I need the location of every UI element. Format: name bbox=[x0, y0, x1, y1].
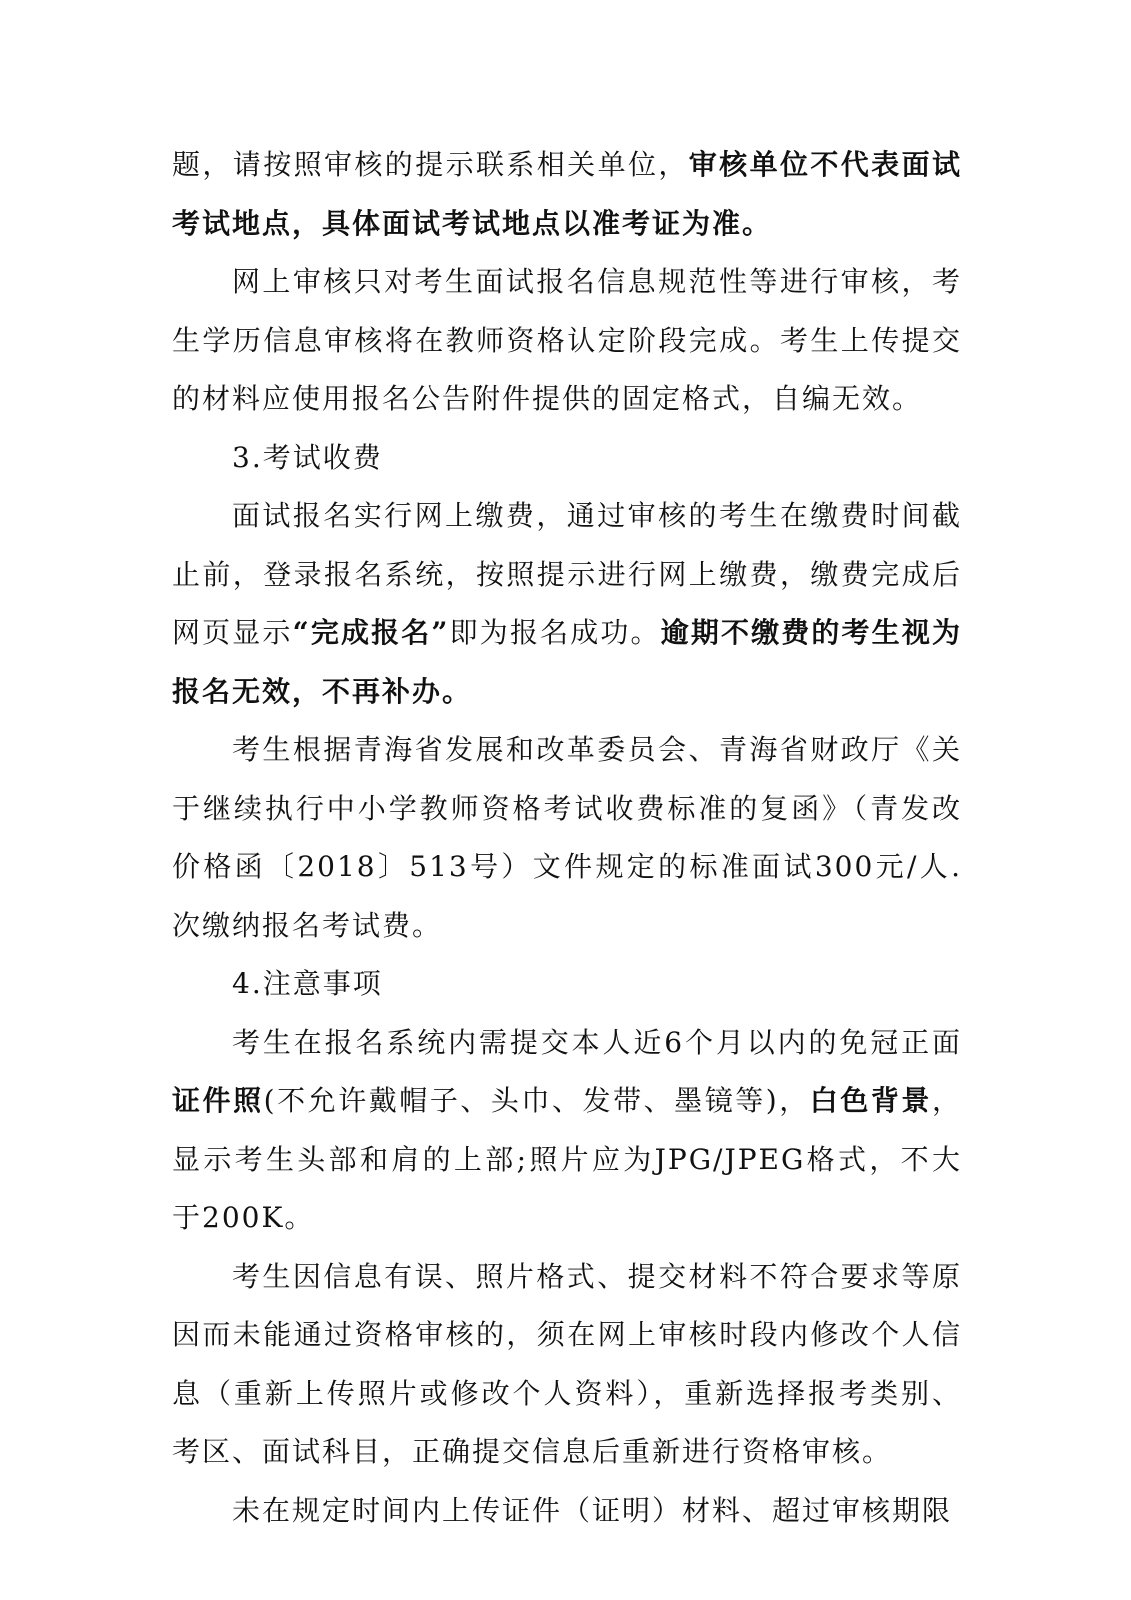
text-run: 网上审核只对考生面试报名信息规范性等进行审核，考生学历信息审核将在教师资格认定阶段完成。考生上传提交的材料应使用报名公告附件提供的固定格式，自编无效。 bbox=[172, 265, 962, 415]
section-heading-exam-fee bbox=[172, 429, 962, 488]
document-body bbox=[172, 136, 962, 1540]
text-run-bold: 逾期不缴费的考生视为报名无效，不再补办。 bbox=[172, 616, 962, 708]
text-run: 即为报名成功。 bbox=[449, 616, 661, 649]
text-run: 考生根据青海省发展和改革委员会、青海省财政厅《关于继续执行中小学教师资格考试收费标准的复函》（青发改价格函〔2018〕513号）文件规定的标准面试300元/人.次缴纳报名考试费。 bbox=[172, 733, 962, 942]
section-heading-notes bbox=[172, 955, 962, 1014]
paragraph-fee-standard bbox=[172, 721, 962, 955]
text-run: (不允许戴帽子、头巾、发带、墨镜等)， bbox=[263, 1084, 810, 1117]
paragraph-photo-requirements bbox=[172, 1014, 962, 1248]
text-run: 4.注意事项 bbox=[232, 967, 383, 1000]
text-run: 考生因信息有误、照片格式、提交材料不符合要求等原因而未能通过资格审核的，须在网上审核时段内修改个人信息（重新上传照片或修改个人资料），重新选择报考类别、考区、面试科目，正确提交信息后重新进行资格审核。 bbox=[172, 1259, 962, 1468]
paragraph-deadline-materials bbox=[172, 1482, 962, 1541]
paragraph-resubmit-review bbox=[172, 1248, 962, 1482]
text-run-bold: 审核单位不代表面试考试地点，具体面试考试地点以准考证为准。 bbox=[172, 148, 962, 240]
text-run: 3.考试收费 bbox=[232, 440, 383, 474]
paragraph-online-review bbox=[172, 253, 962, 429]
text-run-bold: 证件照 bbox=[172, 1084, 264, 1117]
text-run-bold: “完成报名” bbox=[292, 616, 450, 649]
paragraph-online-payment bbox=[172, 487, 962, 721]
text-run: ，显示考生头部和肩的上部;照片应为JPG/JPEG格式，不大于200K。 bbox=[172, 1084, 962, 1234]
text-run-bold: 白色背景 bbox=[809, 1084, 932, 1117]
text-run: 考生在报名系统内需提交本人近6个月以内的免冠正面 bbox=[232, 1025, 962, 1059]
text-run: 未在规定时间内上传证件（证明）材料、超过审核期限 bbox=[232, 1493, 953, 1527]
text-run: 面试报名实行网上缴费，通过审核的考生在缴费时间截止前，登录报名系统，按照提示进行网上缴费，缴费完成后网页显示 bbox=[172, 499, 962, 649]
paragraph-review-location bbox=[172, 136, 962, 253]
text-run: 题，请按照审核的提示联系相关单位， bbox=[172, 148, 689, 181]
